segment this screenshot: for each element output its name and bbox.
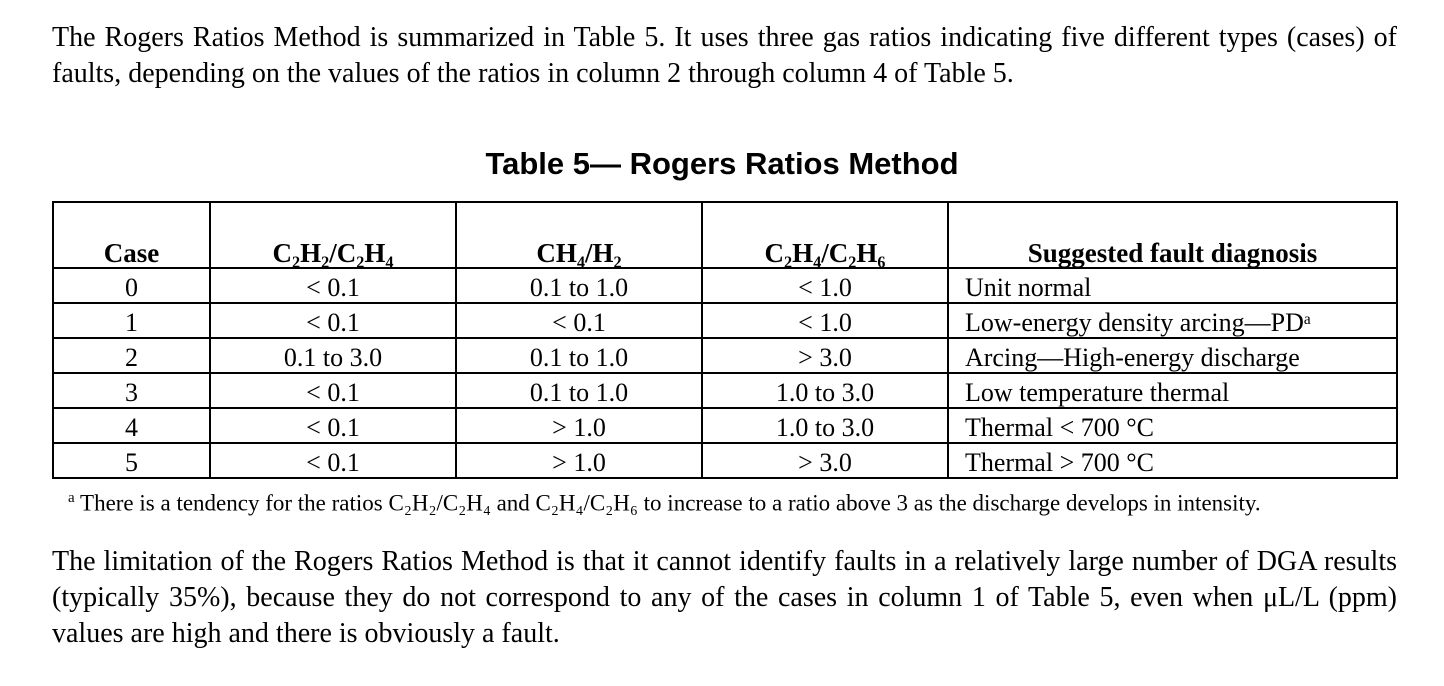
table-row (53, 303, 1397, 338)
cell-ch4-h2: 0.1 to 1.0 (456, 373, 702, 408)
table-footnote (68, 483, 1261, 519)
cell-ch4-h2: 0.1 to 1.0 (456, 268, 702, 303)
cell-c2h2-c2h4: 0.1 to 3.0 (210, 338, 456, 373)
table-caption: Table 5— Rogers Ratios Method (485, 146, 959, 181)
footnote-marker: a (68, 490, 75, 506)
cell-ch4-h2: > 1.0 (456, 443, 702, 478)
cell-diagnosis: Thermal < 700 °C (948, 408, 1397, 443)
header-ch4-h2: CH₄/H₂ (456, 202, 702, 268)
header-fault-diagnosis: Suggested fault diagnosis (948, 202, 1397, 268)
table-row (53, 373, 1397, 408)
header-c2h2-c2h4: C₂H₂/C₂H₄ (210, 202, 456, 268)
cell-case: 5 (53, 443, 210, 478)
header-case: Case (53, 202, 210, 268)
cell-ch4-h2: > 1.0 (456, 408, 702, 443)
table-row (53, 408, 1397, 443)
cell-diagnosis: Unit normal (948, 268, 1397, 303)
cell-c2h2-c2h4: < 0.1 (210, 373, 456, 408)
cell-diagnosis: Low-energy density arcing—PDᵃ (948, 303, 1397, 338)
header-c2h4-c2h6: C₂H₄/C₂H₆ (702, 202, 948, 268)
table-row (53, 338, 1397, 373)
table-row (53, 443, 1397, 478)
cell-c2h2-c2h4: < 0.1 (210, 268, 456, 303)
cell-case: 2 (53, 338, 210, 373)
cell-c2h2-c2h4: < 0.1 (210, 303, 456, 338)
cell-diagnosis: Thermal > 700 °C (948, 443, 1397, 478)
cell-c2h4-c2h6: > 3.0 (702, 338, 948, 373)
intro-paragraph: The Rogers Ratios Method is summarized in Table 5. It uses three gas ratios indicating five different types (cases) of faults, depending on the values of the ratios in column 2 through column 4 of Table 5. (52, 22, 1397, 89)
cell-c2h4-c2h6: > 3.0 (702, 443, 948, 478)
cell-c2h4-c2h6: 1.0 to 3.0 (702, 408, 948, 443)
cell-c2h4-c2h6: < 1.0 (702, 303, 948, 338)
cell-case: 3 (53, 373, 210, 408)
cell-c2h2-c2h4: < 0.1 (210, 443, 456, 478)
table-row (53, 268, 1397, 303)
cell-c2h4-c2h6: 1.0 to 3.0 (702, 373, 948, 408)
cell-case: 1 (53, 303, 210, 338)
cell-c2h4-c2h6: < 1.0 (702, 268, 948, 303)
limitation-paragraph: The limitation of the Rogers Ratios Method is that it cannot identify faults in a relatively large number of DGA results (typically 35%), because they do not correspond to any of the cases in column 1 of Table 5, even when μL/L (ppm) values are high and there is obviously a fault. (52, 546, 1397, 649)
footnote-text: There is a tendency for the ratios C₂H₂/C₂H₄ and C₂H₄/C₂H₆ to increase to a ratio above 3 as the discharge develops in intensity. (80, 490, 1261, 516)
cell-case: 4 (53, 408, 210, 443)
cell-diagnosis: Low temperature thermal (948, 373, 1397, 408)
cell-c2h2-c2h4: < 0.1 (210, 408, 456, 443)
rogers-ratios-table (52, 201, 1398, 479)
cell-diagnosis: Arcing—High-energy discharge (948, 338, 1397, 373)
cell-case: 0 (53, 268, 210, 303)
table-header-row (53, 202, 1397, 268)
cell-ch4-h2: < 0.1 (456, 303, 702, 338)
cell-ch4-h2: 0.1 to 1.0 (456, 338, 702, 373)
